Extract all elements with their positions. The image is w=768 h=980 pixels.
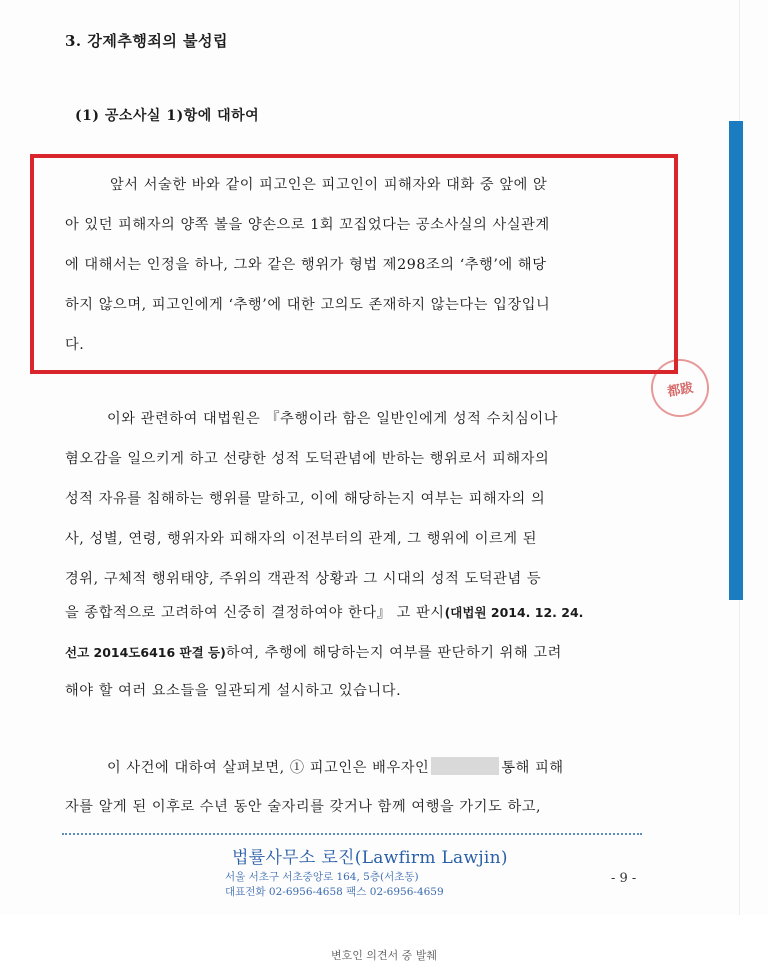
body-line: 사, 성별, 연령, 행위자와 피해자의 이전부터의 관계, 그 행위에 이르게 된: [65, 531, 538, 547]
body-line: 이와 관련하여 대법원은 『추행이라 함은 일반인에게 성적 수치심이나: [107, 411, 559, 427]
highlight-line: 아 있던 피해자의 양쪽 볼을 양손으로 1회 꼬집었다는 공소사실의 사실관계: [65, 217, 550, 233]
firm-address: 서울 서초구 서초중앙로 164, 5층(서초동): [225, 871, 419, 883]
highlight-line: 에 대해서는 인정을 하나, 그와 같은 행위가 형법 제298조의 ‘추행’에 해당: [65, 257, 547, 273]
case-citation: (대법원 2014. 12. 24.: [444, 605, 584, 620]
body-line: [107, 757, 564, 778]
subsection-title: (1) 공소사실 1)항에 대하여: [75, 108, 260, 124]
body-line: 경위, 구체적 행위태양, 주위의 객관적 상황과 그 시대의 성적 도덕관념 등: [65, 571, 542, 587]
image-caption: 변호인 의견서 중 발췌: [330, 949, 438, 962]
body-text: 통해 피해: [501, 760, 564, 776]
side-accent-bar: [729, 121, 743, 600]
firm-phone-fax: 대표전화 02-6956-4658 팩스 02-6956-4659: [225, 886, 444, 898]
firm-contact: [225, 870, 444, 900]
body-line: 성적 자유를 침해하는 행위를 말하고, 이에 해당하는지 여부는 피해자의 의: [65, 491, 546, 507]
body-text: 하여, 추행에 해당하는지 여부를 판단하기 위해 고려: [225, 645, 562, 661]
redaction-block: [431, 757, 499, 775]
footer-divider: [62, 833, 642, 835]
firm-name: 법률사무소 로진(Lawfirm Lawjin): [232, 848, 508, 868]
highlight-line: 앞서 서술한 바와 같이 피고인은 피고인이 피해자와 대화 중 앞에 앉: [110, 177, 548, 193]
body-line: [65, 603, 583, 623]
body-line: [65, 643, 562, 663]
body-line: 혐오감을 일으키게 하고 선량한 성적 도덕관념에 반하는 행위로서 피해자의: [65, 451, 550, 467]
page-number: - 9 -: [611, 871, 637, 886]
body-line: 자를 알게 된 이후로 수년 동안 술자리를 갖거나 함께 여행을 가기도 하고,: [65, 799, 542, 815]
seal-stamp: 都跋: [646, 354, 713, 421]
highlight-line: 하지 않으며, 피고인에게 ‘추행’에 대한 고의도 존재하지 않는다는 입장입니: [65, 297, 551, 313]
body-text: 이 사건에 대하여 살펴보면, ① 피고인은 배우자인: [107, 760, 430, 776]
highlight-line: 다.: [65, 337, 85, 353]
body-text: 을 종합적으로 고려하여 신중히 결정하여야 한다』 고 판시: [65, 605, 445, 621]
case-citation: 선고 2014도6416 판결 등): [65, 645, 226, 660]
body-line: 해야 할 여러 요소들을 일관되게 설시하고 있습니다.: [65, 683, 402, 699]
section-title: 3. 강제추행죄의 불성립: [65, 32, 229, 50]
